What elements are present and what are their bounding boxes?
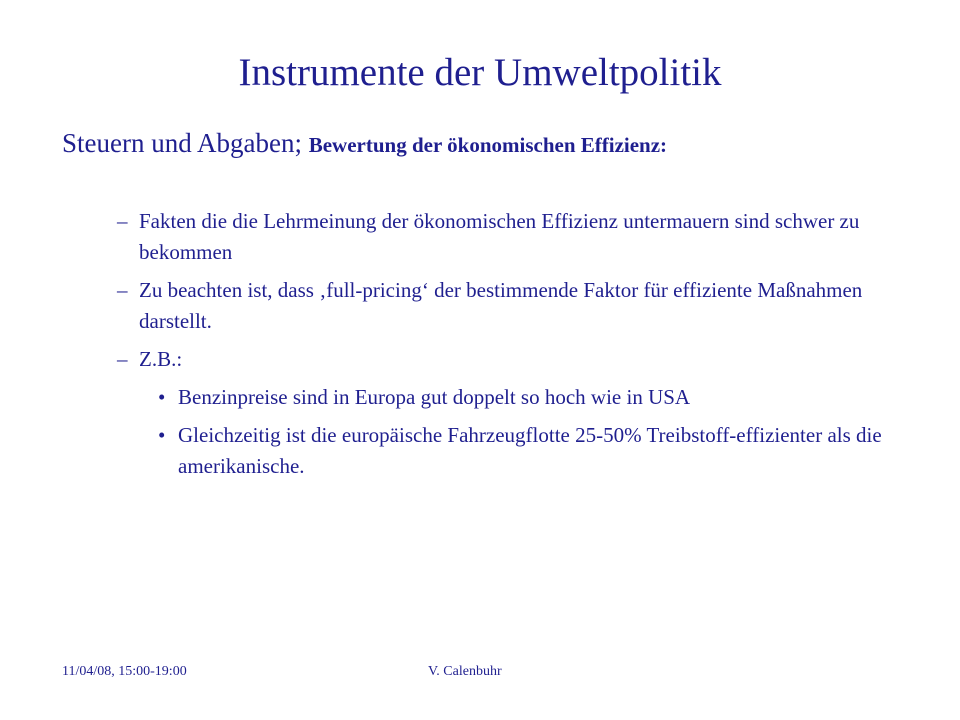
sub-list-item (0, 420, 908, 482)
list-item-text: Zu beachten ist, dass ‚full-pricing‘ der bestimmende Faktor für effiziente Maßnahmen darstellt. (139, 278, 863, 333)
bullet-marker: • (158, 423, 166, 447)
list-item-text: Fakten die die Lehrmeinung der ökonomischen Effizienz untermauern sind schwer zu bekommen (139, 209, 860, 264)
footer-date: 11/04/08, 15:00-19:00 (62, 664, 187, 679)
list-item (0, 206, 899, 268)
list-item (0, 275, 899, 337)
subtitle-main: Steuern und Abgaben; (62, 128, 309, 158)
list-item-text: Z.B.: (139, 347, 183, 371)
sub-list-item-text: Benzinpreise sind in Europa gut doppelt so hoch wie in USA (178, 385, 691, 409)
sub-list-item (0, 382, 908, 413)
dash-marker: – (117, 209, 128, 233)
slide-subtitle (62, 125, 667, 163)
dash-marker: – (117, 347, 128, 371)
dash-marker: – (117, 278, 128, 302)
bullet-marker: • (158, 385, 166, 409)
subtitle-bold: Bewertung der ökonomischen Effizienz: (308, 133, 668, 157)
content-list (0, 206, 960, 489)
sub-list-item-text: Gleichzeitig ist die europäische Fahrzeugflotte 25-50% Treibstoff-effizienter als die amerikanische. (178, 423, 882, 478)
slide-title: Instrumente der Umweltpolitik (238, 51, 722, 94)
footer-author: V. Calenbuhr (428, 664, 502, 679)
list-item (0, 344, 899, 375)
